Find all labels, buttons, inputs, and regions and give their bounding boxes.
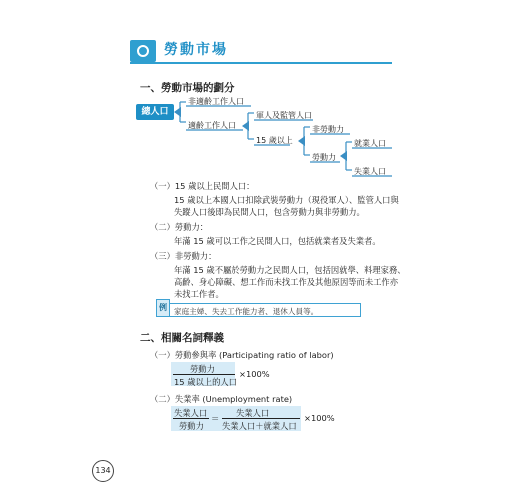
formula-2-numerator-2: 失業人口 [236, 408, 270, 418]
formula-2-label: （二）失業率 (Unemployment rate) [150, 394, 293, 404]
item-1-line-1: 15 歲以上本國人口扣除武裝勞動力（現役軍人）、監管人口與 [174, 195, 399, 205]
section-1-title: 一、勞動市場的劃分 [140, 82, 235, 94]
header-underline [130, 62, 392, 64]
formula-1-denominator: 15 歲以上的人口 [174, 377, 237, 387]
example-note-text: 家庭主婦、失去工作能力者、退休人員等。 [174, 307, 319, 316]
formula-1-numerator: 勞動力 [190, 364, 215, 374]
formula-1-fraction-bar [173, 374, 235, 375]
formula-2-equals: ＝ [211, 414, 220, 424]
tree-node-employed: 就業人口 [354, 139, 386, 148]
chapter-title: 勞動市場 [164, 42, 228, 58]
tree-arrow-1 [174, 107, 181, 117]
chapter-badge-icon [130, 40, 156, 62]
tree-node-non-working-age: 非適齡工作人口 [188, 97, 244, 106]
formula-2-denominator-2: 失業人口＋就業人口 [222, 421, 297, 431]
tree-node-military: 軍人及監管人口 [256, 111, 312, 120]
tree-arrow-2 [242, 121, 249, 131]
section-2-title: 二、相關名詞釋義 [140, 332, 224, 344]
tree-node-working-age: 適齡工作人口 [188, 121, 236, 130]
chapter-header [130, 38, 392, 64]
formula-1-label: （一）勞動參與率 (Participating ratio of labor) [150, 350, 334, 360]
tree-arrow-3 [298, 136, 305, 146]
item-3-label: （三）非勞動力： [150, 251, 217, 261]
item-1-label: （一）15 歲以上民間人口： [150, 181, 255, 191]
formula-2-fraction-bar-2 [222, 418, 300, 419]
example-note [159, 303, 361, 317]
item-3-line-3: 未找工作者。 [174, 289, 224, 299]
formula-2-fraction-bar [173, 418, 209, 419]
item-1-line-2: 失蹤人口後即為民間人口，包含勞動力與非勞動力。 [174, 207, 365, 217]
item-3-line-2: 高齡、身心障礙、想工作而未找工作及其他原因等而未工作亦 [174, 277, 399, 287]
page-number: 134 [92, 460, 114, 482]
tree-node-unemployed: 失業人口 [354, 167, 386, 176]
formula-2-numerator: 失業人口 [174, 408, 208, 418]
tree-node-non-labor: 非勞動力 [312, 125, 344, 134]
formula-2-times: ×100% [304, 413, 335, 423]
example-icon: 例 [156, 299, 170, 317]
tree-arrow-4 [340, 151, 347, 161]
tree-node-age15: 15 歲以上 [256, 136, 293, 145]
item-3-line-1: 年滿 15 歲不屬於勞動力之民間人口，包括因就學、料理家務、 [174, 265, 406, 275]
item-2-label: （二）勞動力： [150, 222, 209, 232]
formula-1-times: ×100% [239, 369, 270, 379]
formula-2-denominator: 勞動力 [179, 421, 204, 431]
tree-node-labor: 勞動力 [312, 153, 336, 162]
tree-node-total: 總人口 [136, 104, 174, 120]
item-2-line-1: 年滿 15 歲可以工作之民間人口，包括就業者及失業者。 [174, 236, 381, 246]
